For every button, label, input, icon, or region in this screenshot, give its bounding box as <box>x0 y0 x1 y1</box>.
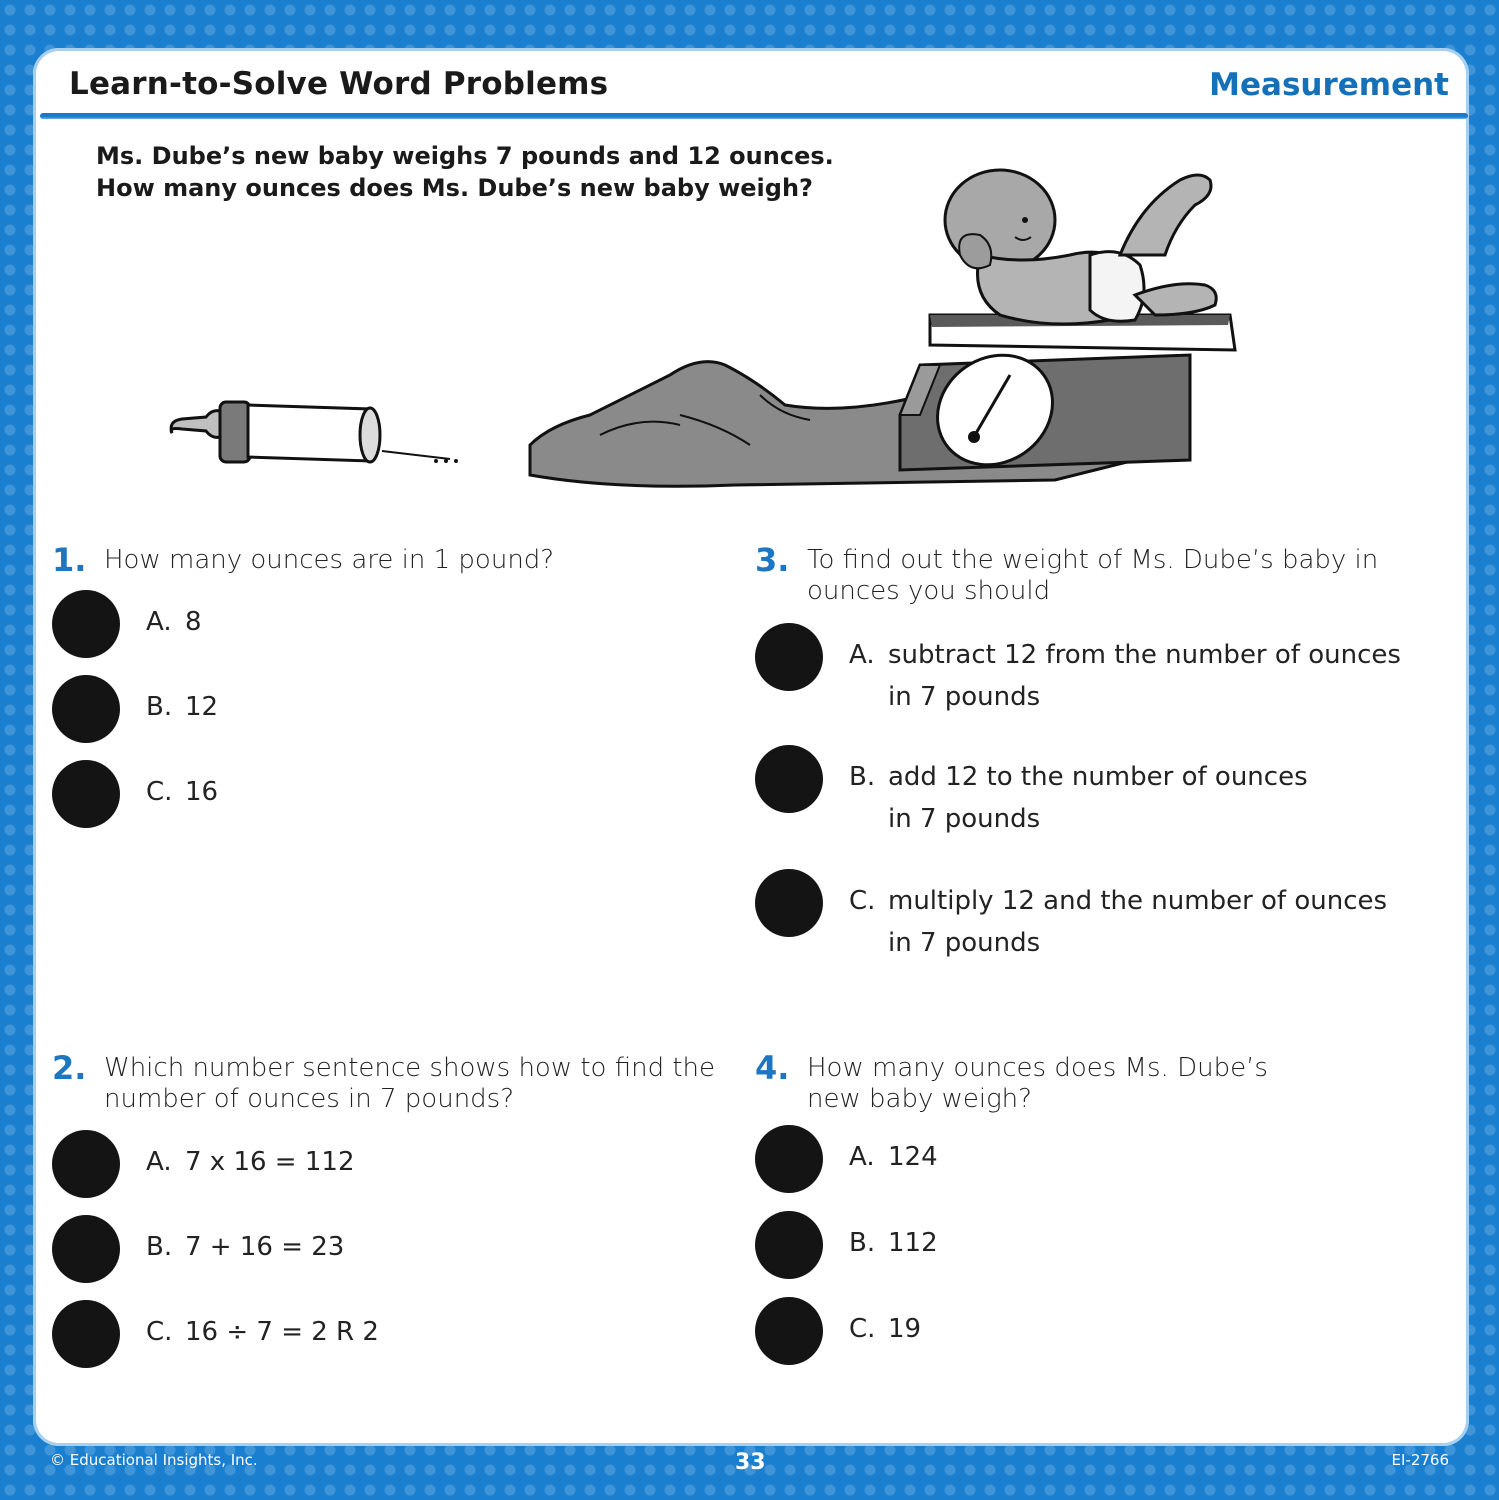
answer-bubble[interactable] <box>52 760 120 828</box>
option-text: 8 <box>185 607 202 637</box>
question-text-line: Which number sentence shows how to find the <box>104 1053 716 1083</box>
answer-bubble[interactable] <box>52 1215 120 1283</box>
option-text: add 12 to the number of ounces <box>888 762 1308 792</box>
question-text-line: new baby weigh? <box>807 1084 1032 1114</box>
answer-bubble[interactable] <box>755 1297 823 1365</box>
topic-label: Measurement <box>1209 67 1449 103</box>
question-3-prompt <box>755 541 1379 607</box>
answer-bubble[interactable] <box>52 675 120 743</box>
option-letter: A. <box>849 1142 875 1172</box>
question-number: 3. <box>755 541 790 579</box>
option-text: 124 <box>888 1142 938 1172</box>
option-text: in 7 pounds <box>888 682 1041 712</box>
option-text: 19 <box>888 1314 922 1344</box>
option-letter: B. <box>849 762 876 792</box>
baby-on-scale-illustration <box>160 165 1310 505</box>
header-divider <box>40 113 1468 119</box>
option-letter: A. <box>146 607 172 637</box>
question-number: 2. <box>52 1049 87 1087</box>
option-text: 16 ÷ 7 = 2 R 2 <box>185 1317 379 1347</box>
question-text-line: number of ounces in 7 pounds? <box>104 1084 515 1114</box>
option-letter: A. <box>146 1147 172 1177</box>
option-letter: B. <box>146 692 173 722</box>
option-text: 12 <box>185 692 219 722</box>
option-letter: C. <box>849 886 876 916</box>
question-text-line: How many ounces does Ms. Dube’s <box>807 1053 1268 1083</box>
answer-bubble[interactable] <box>52 1130 120 1198</box>
question-text-line: ounces you should <box>807 576 1051 606</box>
page-title: Learn-to-Solve Word Problems <box>69 66 609 102</box>
answer-bubble[interactable] <box>755 623 823 691</box>
page-number: 33 <box>735 1450 766 1475</box>
option-letter: C. <box>146 777 173 807</box>
question-text-line: To find out the weight of Ms. Dube’s baby in <box>807 545 1379 575</box>
answer-bubble[interactable] <box>52 1300 120 1368</box>
option-text: in 7 pounds <box>888 928 1041 958</box>
intro-line-2: How many ounces does Ms. Dube’s new baby weigh? <box>96 174 813 202</box>
option-text: 7 x 16 = 112 <box>185 1147 355 1177</box>
question-1 <box>52 541 555 807</box>
copyright-notice: © Educational Insights, Inc. <box>50 1451 258 1469</box>
intro-line-1: Ms. Dube’s new baby weighs 7 pounds and 12 ounces. <box>96 142 834 170</box>
option-letter: A. <box>849 640 875 670</box>
option-letter: B. <box>849 1228 876 1258</box>
question-2-prompt <box>52 1049 716 1115</box>
answer-bubble[interactable] <box>52 590 120 658</box>
option-text: 7 + 16 = 23 <box>185 1232 345 1262</box>
answer-bubble[interactable] <box>755 1211 823 1279</box>
question-number: 4. <box>755 1049 790 1087</box>
option-text: 16 <box>185 777 219 807</box>
option-letter: B. <box>146 1232 173 1262</box>
answer-bubble[interactable] <box>755 869 823 937</box>
option-letter: C. <box>146 1317 173 1347</box>
question-1-prompt <box>52 541 555 579</box>
question-number: 1. <box>52 541 87 579</box>
question-4-prompt <box>755 1049 1268 1115</box>
option-letter: C. <box>849 1314 876 1344</box>
question-4 <box>755 1049 1268 1344</box>
option-text: 112 <box>888 1228 938 1258</box>
question-text-line: How many ounces are in 1 pound? <box>104 545 555 575</box>
question-3 <box>755 541 1401 958</box>
answer-bubble[interactable] <box>755 745 823 813</box>
product-code: EI-2766 <box>1391 1451 1449 1469</box>
option-text: in 7 pounds <box>888 804 1041 834</box>
answer-bubble[interactable] <box>755 1125 823 1193</box>
option-text: subtract 12 from the number of ounces <box>888 640 1401 670</box>
baby-bottle-icon <box>171 402 458 463</box>
option-text: multiply 12 and the number of ounces <box>888 886 1388 916</box>
question-2 <box>52 1049 716 1347</box>
